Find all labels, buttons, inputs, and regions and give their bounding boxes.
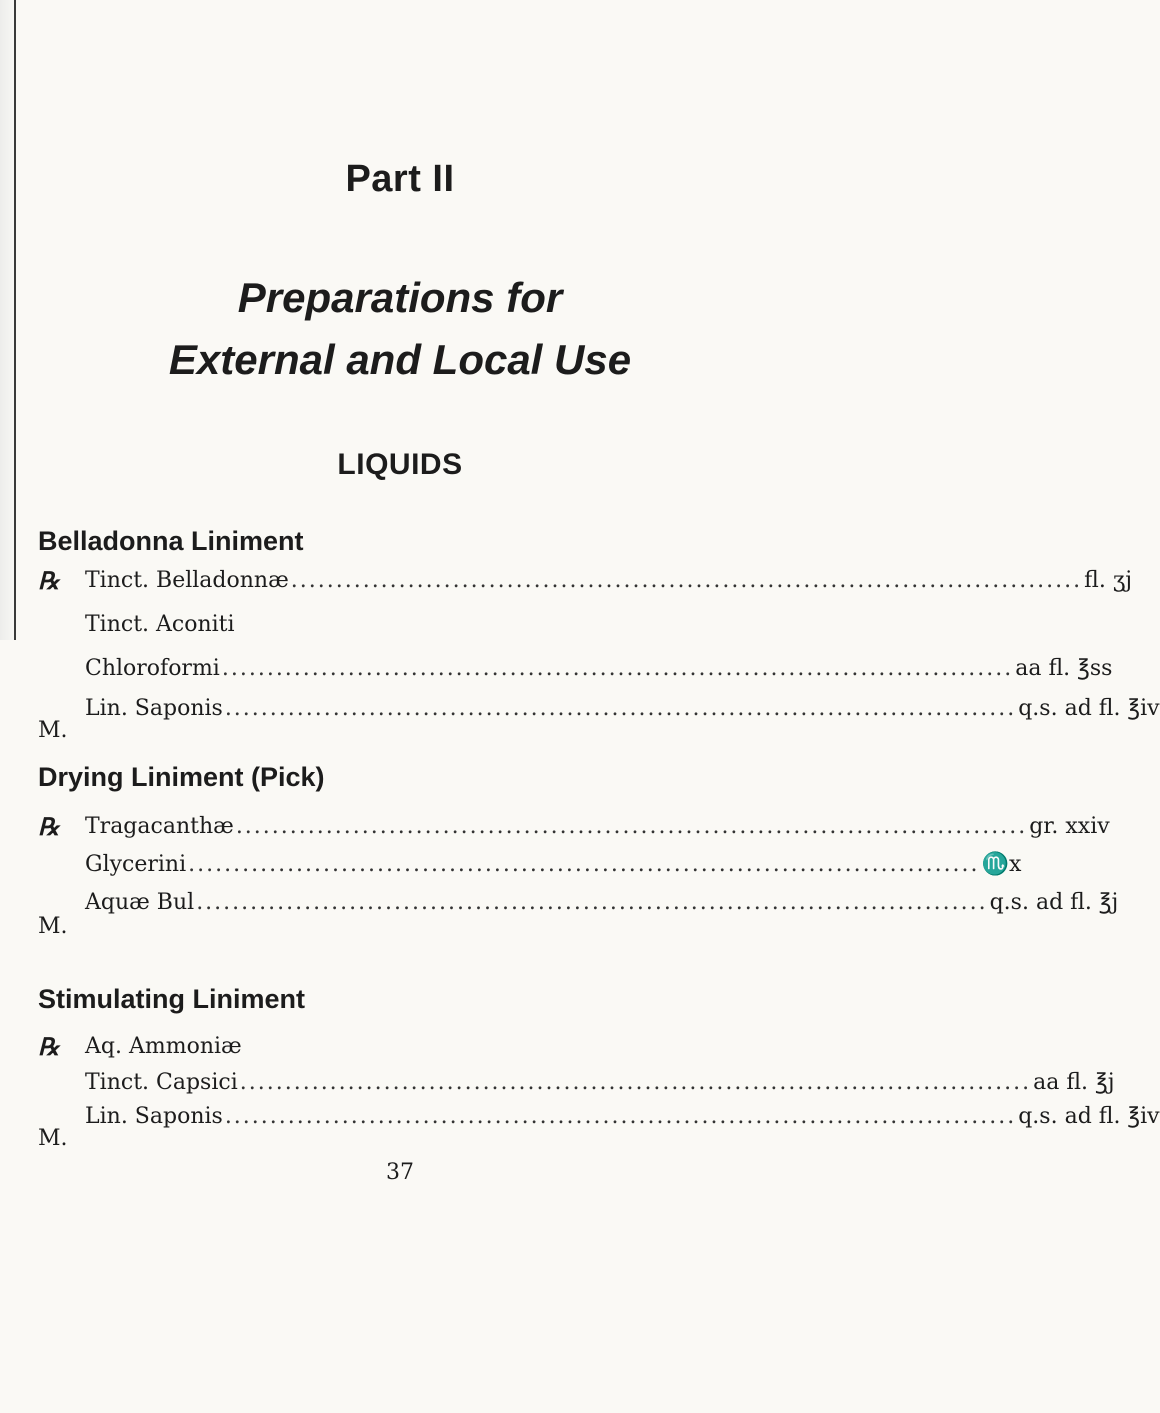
formula-line (85, 694, 1160, 724)
ingredient-quantity: aa fl. ℥ss (1015, 656, 1113, 681)
dot-leader: ........................................................................................ (235, 814, 1028, 839)
formula-line (85, 566, 1133, 596)
ingredient-quantity: q.s. ad fl. ℥iv (1018, 696, 1160, 721)
misce-mark: M. (38, 914, 68, 939)
formula-line (85, 654, 1113, 684)
formula-heading: Stimulating Liniment (38, 984, 305, 1014)
dot-leader: ........................................................................................ (239, 1070, 1032, 1095)
dot-leader: ........................................................................................ (196, 890, 988, 915)
dot-leader: ........................................................................................ (221, 656, 1014, 681)
misce-mark: M. (38, 718, 68, 743)
part-heading: Part II (345, 158, 455, 200)
page-title-line-2: External and Local Use (168, 336, 632, 383)
formula-heading: Belladonna Liniment (38, 526, 304, 556)
ingredient-name: Glycerini (85, 852, 187, 877)
rx-symbol: ℞ (38, 812, 60, 841)
ingredient-name: Aquæ Bul (85, 890, 195, 915)
section-heading: LIQUIDS (337, 448, 463, 481)
page-number: 37 (386, 1160, 414, 1185)
rx-symbol: ℞ (38, 1032, 60, 1061)
ingredient-name: Lin. Saponis (85, 1104, 223, 1129)
formula-line (85, 610, 710, 640)
ingredient-name: Aq. Ammoniæ (85, 1034, 242, 1059)
dot-leader: ........................................................................................ (188, 852, 980, 877)
ingredient-quantity: fl. ʒj (1084, 568, 1133, 593)
dot-leader: ........................................................................................ (224, 696, 1017, 721)
formula-line (85, 1068, 1115, 1098)
misce-mark: M. (38, 1126, 68, 1151)
ingredient-name: Tinct. Belladonnæ (85, 568, 289, 593)
formula-line (85, 1102, 1160, 1132)
ingredient-quantity: gr. xxiv (1029, 814, 1110, 839)
ingredient-quantity: q.s. ad fl. ℥iv (1018, 1104, 1160, 1129)
page-title-line-1: Preparations for (237, 274, 563, 321)
ingredient-name: Tinct. Aconiti (85, 612, 235, 637)
dot-leader: ........................................................................................ (224, 1104, 1017, 1129)
ingredient-name: Chloroformi (85, 656, 220, 681)
ingredient-quantity: ♏x (981, 852, 1022, 877)
ingredient-name: Lin. Saponis (85, 696, 223, 721)
ingredient-name: Tinct. Capsici (85, 1070, 238, 1095)
formula-line (85, 888, 1119, 918)
rx-symbol: ℞ (38, 566, 60, 595)
ingredient-name: Tragacanthæ (85, 814, 234, 839)
ingredient-quantity: aa fl. ℥j (1033, 1070, 1115, 1095)
formula-line (85, 812, 1110, 842)
formula-heading: Drying Liniment (Pick) (38, 762, 325, 792)
formula-line (85, 850, 1022, 880)
ingredient-quantity: q.s. ad fl. ℥j (989, 890, 1119, 915)
dot-leader: ........................................................................................ (290, 568, 1083, 593)
formula-line (85, 1032, 710, 1062)
